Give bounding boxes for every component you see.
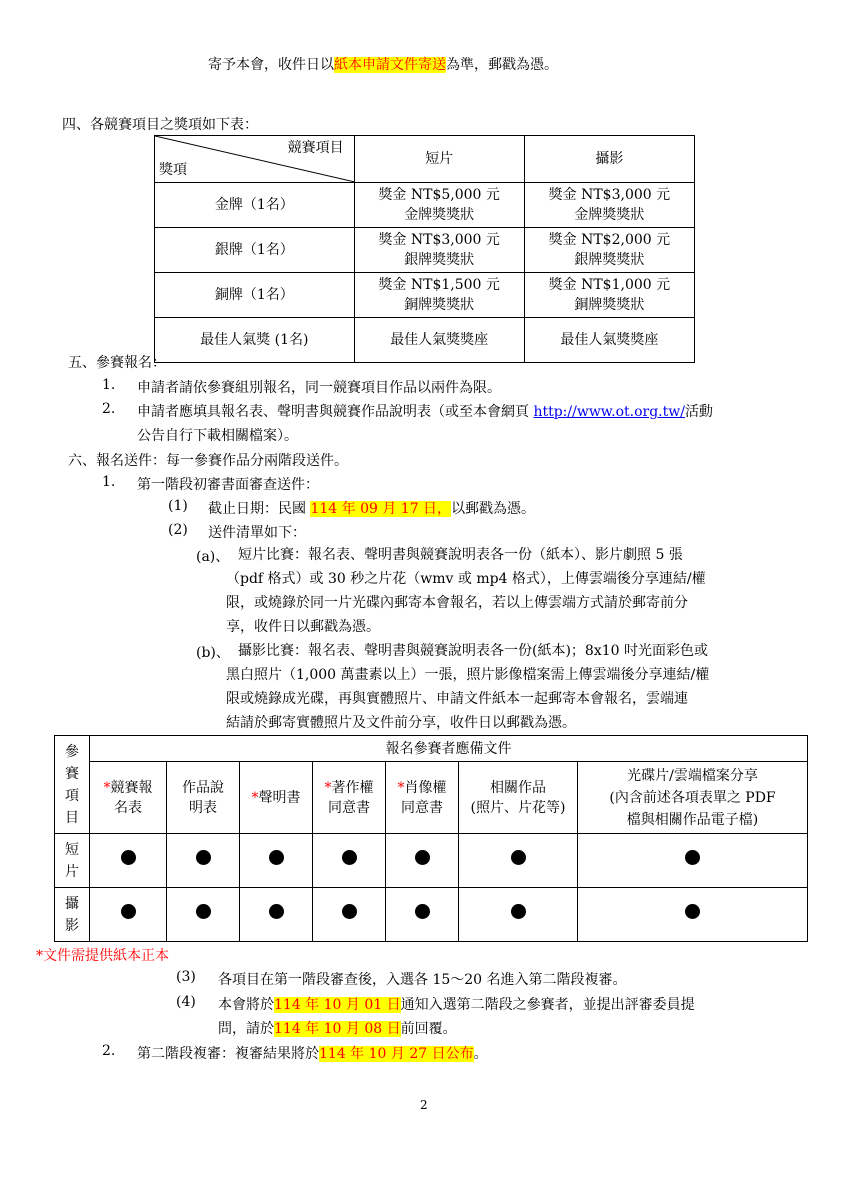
row-label: 最佳人氣獎 (1名) — [155, 318, 355, 363]
deadline-line: 截止日期：民國 114 年 09 月 17 日，以郵戳為憑。 — [208, 501, 536, 517]
table-cell — [459, 888, 578, 942]
table-cell: 獎金 NT$1,000 元 銅牌獎獎狀 — [524, 273, 694, 318]
item-number: 1. — [102, 474, 116, 490]
col-header-photo: 攝影 — [524, 136, 694, 183]
table-cell — [167, 834, 240, 888]
item-number: 2. — [102, 401, 116, 417]
required-dot — [511, 904, 526, 919]
required-dot — [415, 904, 430, 919]
table-cell: 最佳人氣獎獎座 — [524, 318, 694, 363]
table-cell — [240, 888, 313, 942]
required-dot — [269, 904, 284, 919]
deadline-date: 114 年 09 月 17 日， — [310, 501, 452, 517]
table-cell — [578, 888, 808, 942]
prize-table — [154, 135, 695, 363]
col-header-short-film: 短片 — [354, 136, 524, 183]
col-disc-cloud-share: 光碟片/雲端檔案分享 (內含前述各項表單之 PDF 檔與相關作品電子檔) — [578, 762, 808, 834]
required-dot — [685, 850, 700, 865]
table-cell: 最佳人氣獎獎座 — [354, 318, 524, 363]
item-number: (4) — [176, 994, 196, 1010]
item-number: 2. — [102, 1043, 116, 1059]
required-dot — [269, 850, 284, 865]
table-cell: 獎金 NT$2,000 元 銀牌獎獎狀 — [524, 228, 694, 273]
corner-bottom-label: 獎項 — [159, 162, 187, 178]
item-number: (a)、 — [196, 549, 230, 565]
item-number: (3) — [176, 969, 196, 985]
documents-group-header: 報名參賽者應備文件 — [90, 736, 808, 762]
table-cell — [90, 888, 167, 942]
first-stage-result: 各項目在第一階段審查後，入選各 15～20 名進入第二階段複審。 — [218, 972, 627, 988]
col-registration-form: *競賽報 名表 — [90, 762, 167, 834]
table-row — [155, 318, 695, 363]
col-copyright-consent: *著作權 同意書 — [313, 762, 386, 834]
intro-highlight: 紙本申請文件寄送 — [334, 57, 446, 73]
intro-line — [208, 54, 558, 74]
table-cell — [459, 834, 578, 888]
notification-line: 本會將於114 年 10 月 01 日通知入選第二階段之參賽者，並提出評審委員提 — [218, 997, 695, 1013]
submission-list-title: 送件清單如下： — [208, 525, 306, 541]
documents-table — [54, 735, 808, 942]
reply-line: 問，請於114 年 10 月 08 日前回覆。 — [218, 1021, 457, 1037]
corner-top-label: 競賽項目 — [287, 140, 344, 156]
section-5-item-2-line-2: 公告自行下載相關檔案）。 — [137, 428, 298, 444]
prize-table-corner — [155, 136, 355, 183]
required-dot — [415, 850, 430, 865]
table-row — [155, 273, 695, 318]
announcement-date: 114 年 10 月 27 日公布 — [319, 1046, 474, 1062]
section-5-item-2: 申請者應填具報名表、聲明書與競賽作品說明表（或至本會網頁 http://www.ot.org.tw/活動 — [137, 404, 713, 420]
section-6-heading: 六、報名送件：每一參賽作品分兩階段送件。 — [68, 453, 348, 469]
section-5-heading: 五、參賽報名： — [68, 355, 166, 371]
table-cell — [167, 888, 240, 942]
paper-original-note: *文件需提供紙本正本 — [36, 948, 169, 964]
table-row — [155, 228, 695, 273]
short-film-requirements: 短片比賽：報名表、聲明書與競賽說明表各一份（紙本）、影片劇照 5 張 （pdf 格式）或 30 秒之片花（wmv 或 mp4 格式），上傳雲端後分享連結/權 限，或燒錄於同一片光碟內郵寄本會報名，若以上傳雲端方式請於郵寄前分 享，收件日以郵戳為憑。 — [226, 547, 706, 635]
required-dot — [685, 904, 700, 919]
required-dot — [196, 850, 211, 865]
table-cell — [240, 834, 313, 888]
table-row — [55, 834, 808, 888]
table-row — [155, 183, 695, 228]
required-dot — [511, 850, 526, 865]
table-cell — [386, 834, 459, 888]
item-number: (2) — [168, 522, 188, 538]
page-number: 2 — [420, 1098, 428, 1112]
table-cell: 獎金 NT$3,000 元 金牌獎獎狀 — [524, 183, 694, 228]
item-number: 1. — [102, 377, 116, 393]
table-cell — [313, 888, 386, 942]
row-label: 金牌（1名） — [155, 183, 355, 228]
stage-1-title: 第一階段初審書面審查送件： — [137, 477, 319, 493]
row-label: 銅牌（1名） — [155, 273, 355, 318]
row-label: 銀牌（1名） — [155, 228, 355, 273]
stage-2-line: 第二階段複審：複審結果將於114 年 10 月 27 日公布。 — [137, 1046, 488, 1062]
photo-requirements: 攝影比賽：報名表、聲明書與競賽說明表各一份(紙本)；8x10 吋光面彩色或 黑白照片（1,000 萬畫素以上）一張，照片影像檔案需上傳雲端後分享連結/權 限或燒錄成光碟，再與實體照片、申請文件紙本一起郵寄本會報名，雲端連 結請於郵寄實體照片及文件前分享，收件日以郵戳為憑。 — [226, 643, 710, 731]
required-dot — [121, 904, 136, 919]
table-cell — [90, 834, 167, 888]
website-link[interactable]: http://www.ot.org.tw/ — [533, 404, 685, 420]
section-5-item-1: 申請者請依參賽組別報名，同一競賽項目作品以兩件為限。 — [137, 380, 501, 396]
item-number: (1) — [168, 498, 188, 514]
intro-text-end: 為準，郵戳為憑。 — [446, 57, 558, 73]
table-row — [55, 888, 808, 942]
required-dot — [342, 850, 357, 865]
col-related-works: 相關作品 (照片、片花等) — [459, 762, 578, 834]
row-label: 攝 影 — [55, 888, 90, 942]
table-cell — [386, 888, 459, 942]
col-portrait-consent: *肖像權 同意書 — [386, 762, 459, 834]
required-dot — [121, 850, 136, 865]
col-work-description: 作品說 明表 — [167, 762, 240, 834]
section-4-heading: 四、各競賽項目之獎項如下表： — [62, 117, 258, 133]
reply-date: 114 年 10 月 08 日 — [274, 1021, 401, 1037]
table-cell — [578, 834, 808, 888]
corner-label: 參 賽 項 目 — [55, 736, 90, 834]
row-label: 短 片 — [55, 834, 90, 888]
notification-date: 114 年 10 月 01 日 — [274, 997, 401, 1013]
table-cell: 獎金 NT$5,000 元 金牌獎獎狀 — [354, 183, 524, 228]
required-dot — [342, 904, 357, 919]
required-dot — [196, 904, 211, 919]
col-declaration: *聲明書 — [240, 762, 313, 834]
table-cell: 獎金 NT$1,500 元 銅牌獎獎狀 — [354, 273, 524, 318]
table-cell: 獎金 NT$3,000 元 銀牌獎獎狀 — [354, 228, 524, 273]
table-cell — [313, 834, 386, 888]
item-number: (b)、 — [196, 645, 230, 661]
intro-text: 寄予本會，收件日以 — [208, 57, 334, 73]
